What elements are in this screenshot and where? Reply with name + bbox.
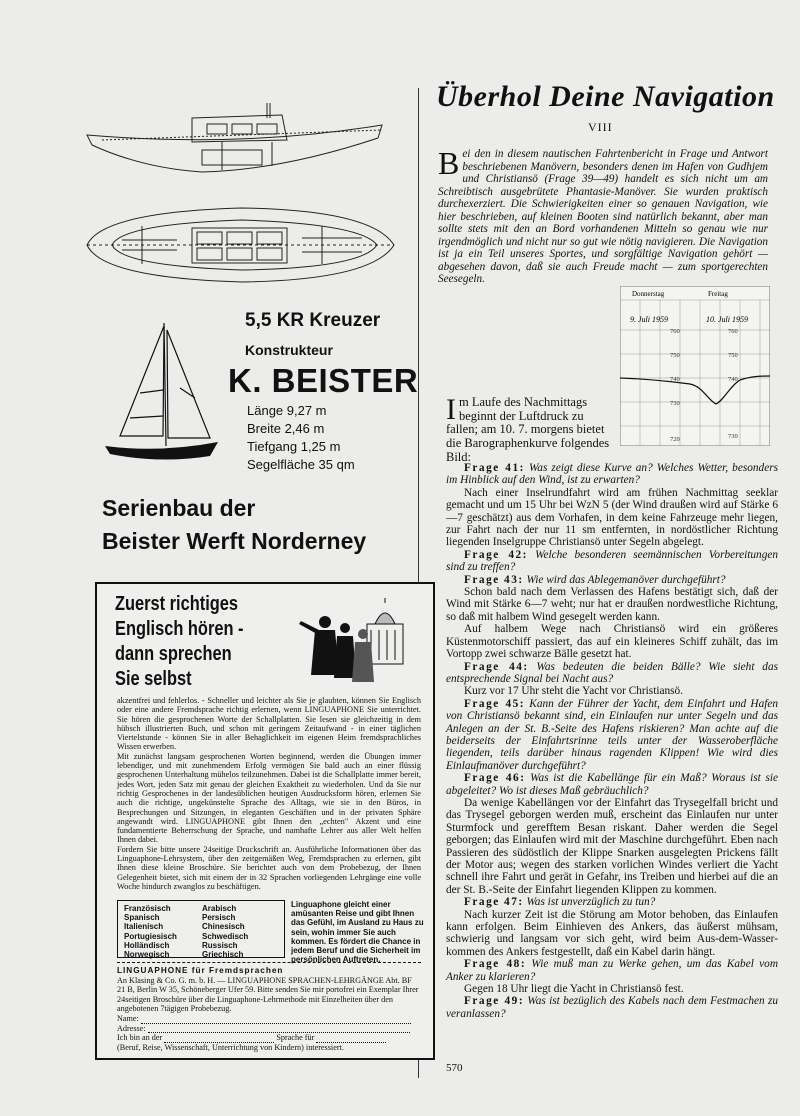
article-part-number: VIII [588,120,613,134]
languages-box [117,900,285,958]
question-answer-section [446,462,778,1020]
chart-tick: 730 [670,400,680,407]
question-text: Was ist unverzüglich zu tun? [526,896,656,909]
people-with-dome-illustration [297,594,422,689]
ad-headline-line: Sie selbst [115,668,192,690]
barograph-chart [620,286,770,446]
interest-label: Ich bin an der [117,1033,163,1043]
im-drop-cap: I [446,393,456,426]
ad-headline-line: Englisch hören - [115,618,244,640]
question-label: Frage 44: [464,660,529,673]
answer-paragraph: Da wenige Kabellängen vor der Einfahrt das Trysegelfall bricht und das Trysegel geborgen werden muß, erscheint das Einlaufen nur unter Sturmfock und gerefftem Besan riskant. Daher werden die Segel geborgen; das Einlaufen wird mit der Maschine durchgeführt. Eben nach Passieren des südöstlich der Klippe Snarken ausgelegten Prickens fällt der Motor aus; wegen des starken vorlichen Windes verliert die Yacht schnell ihre Fahrt und gerät in Gefahr, ins Treiben und hierbei auf die an der St. B.-Seite der Einfahrt liegenden Klippen zu kommen. [446,796,778,896]
language-field[interactable] [164,1042,274,1043]
question-text: Was zeigt diese Kurve an? Welches Wetter, besonders im Hinblick auf den Wind, ist zu erwarten? [446,462,778,487]
order-coupon[interactable] [117,962,421,1055]
boat-title: 5,5 KR Kreuzer [245,310,381,331]
coupon-interest-row [117,1033,421,1043]
address-label: Adresse: [117,1023,146,1033]
question [446,574,778,586]
language-item: Russisch [202,940,238,950]
answer-paragraph: Schon bald nach dem Verlassen des Hafens bestätigt sich, daß der Wind mit Stärke 6—7 weht; nur hat er draußen nordwestliche Richtung, so daß mit halbem Wind gesegelt werden kann. [446,586,778,623]
question [446,958,778,983]
language-item: Französisch [124,904,171,913]
barograph-intro [446,393,616,465]
question [446,661,778,686]
question-label: Frage 46: [464,772,526,785]
answer-paragraph: Gegen 18 Uhr liegt die Yacht in Christiansö fest. [464,983,684,996]
question-label: Frage 49: [464,995,525,1008]
coupon-address-row [117,1024,421,1034]
intro-text: ei den in diesem nautischen Fahrtenbericht in Frage und Antwort beschriebenen Manövern, besonders denen im Hafen von Gudhjem und Christiansö (Frage 39—49) handelt es sich nicht um am Schreibtisch ausgebrütete Phantasie-Manöver. Sie wurden praktisch durchexerziert. Die Schwierigkeiten einer so genauen Navigation, wie hier beschrieben, auf kleinen Booten sind natürlich bekannt, aber man sollte stets mit den an Bord vorhandenen Mitteln so genau wie nur irgendmöglich und nicht nur so gut wie nötig navigieren. Die Navigation ist ja ein Teil unseres Sportes, und sorgfältige Navigation gehört — abgesehen davon, daß sie auch Freude macht — zum sportgerechten Seesegeln. [438,148,768,285]
question [446,772,778,797]
chart-tick: 760 [728,328,738,335]
question-label: Frage 47: [464,896,524,909]
question-text: Wie muß man zu Werke gehen, um das Kabel vom Anker zu klarieren? [446,958,778,983]
chart-tick: 730 [728,433,738,440]
series-line-2: Beister Werft Norderney [102,528,367,554]
chart-tick: 760 [670,328,680,335]
question [446,995,778,1020]
purpose-label: (Beruf, Reise, Wissenschaft, Unterrichtung von Kindern) interessiert. [117,1042,344,1052]
language-item: Schwedisch [202,931,249,941]
ad-note: Linguaphone gleicht einer amüsanten Reise und gibt Ihnen das Gefühl, im Ausland zu Haus zu sein, wohin immer Sie auch kommen. Es fördert die Chance in jedem Beruf und die Sicherheit im persönlichen Auftreten. [291,900,424,965]
spec-length: Länge 9,27 m [247,403,327,418]
language-item: Holländisch [124,940,170,950]
spec-draft: Tiefgang 1,25 m [247,439,341,454]
question-text: Was ist die Kabellänge für ein Maß? Woraus ist sie abgeleitet? Wo ist dieses Maß gebräuchlich? [446,772,778,797]
boat-specs [247,402,355,474]
coupon-name-row [117,1014,421,1024]
name-label: Name: [117,1013,139,1023]
ad-paragraph: Fordern Sie bitte unsere 24seitige Druckschrift an. Ausführliche Informationen über das Linguaphone-Lehrsystem, über den zeitgemäßen Weg, Fremdsprachen zu erlernen, gibt Ihnen diese kleine Broschüre. Sie berichtet auch von dem Probebezug, der Ihnen Gelegenheit bietet, sich mit einem der in 32 Sprachen vorliegenden Lehrgänge eine volle Woche hindurch zwanglos zu beschäftigen. [117,844,421,891]
question-label: Frage 41: [464,462,525,474]
boat-designer-label: Konstrukteur [245,342,333,358]
answer-paragraph: Kurz vor 17 Uhr steht die Yacht vor Christiansö. [464,685,684,698]
series-headline [102,492,366,558]
language-item: Chinesisch [202,922,245,932]
article-title: Überhol Deine Navigation [436,80,775,113]
series-line-1: Serienbau der [102,495,256,521]
language-item: Arabisch [202,904,237,913]
question-text: Wie wird das Ablegemanöver durchgeführt? [526,573,726,586]
ad-paragraph: Mit zunächst langsam gesprochenen Worten beginnend, werden die Übungen immer lebendiger, und mit zunehmendem Erfolg vermögen Sie bald auch an einer flüssig gesprochenen Unterhaltung mühelos teilzunehmen. Dabei ist die Schallplatte immer bereit, jedes Wort, jeden Satz mit genau der gleichen Exaktheit zu wiederholen. Und da Sie nur richtig Gesprochenes in der landesüblichen heutigen Ausdrucksform hören, erlernen Sie auch die richtige, ungekünstelte Sprache des Alltags, wie sie in den Büros, in Besprechungen und Sitzungen, in eleganten Geschäften und in der privaten Sphäre angewandt wird. LINGUAPHONE gibt Ihnen den „echten" Akzent und eine fundamentierte Beherrschung der Sprache, und namhafte Lehrer aus aller Welt helfen Ihnen dabei. [117,751,421,845]
language-item: Italienisch [124,922,164,932]
question-label: Frage 45: [464,697,526,710]
question-label: Frage 42: [464,548,528,561]
language-item: Norwegisch [124,950,170,960]
question-text: Was bedeuten die beiden Bälle? Wie sieht das entsprechende Signal bei Nacht aus? [446,660,779,685]
linguaphone-advertisement [95,582,435,1060]
boat-designer-name: K. BEISTER [228,362,419,399]
question [446,549,778,574]
answer-paragraph: Nach einer Inselrundfahrt wird am frühen Nachmittag seeklar gemacht und um 15 Uhr bei WzN 5 (der Wind draußen wird auf Stärke 6—7 geschätzt) aus dem Vorhafen, in dem keine Fahrzeuge mehr liegen, zur Fahrt nach der nur 11 sm entfernten, in nordöstlicher Richtung liegenden Inselgruppe Christiansö unter Segeln abgelegt. [446,486,778,549]
sailboat-illustration [100,318,220,468]
chart-tick: 750 [670,352,680,359]
language-item: Griechisch [202,950,244,960]
chart-date1: 9. Juli 1959 [630,315,668,324]
question-label: Frage 43: [464,573,524,586]
language-item: Spanisch [124,913,160,923]
answer-paragraph: Nach kurzer Zeit ist die Störung am Motor behoben, das Einlaufen kann erfolgen. Beim Einhieven des Ankers, das äußerst mühsam, schwierig und langsam vor sich geht, wird beim Aus-dem-Wasser-kommen des Ankers festgestellt, daß ein Kabel darin hängt. [446,908,778,958]
spec-beam: Breite 2,46 m [247,421,325,436]
spec-sail-area: Segelfläche 35 qm [247,457,355,472]
intro-drop-cap: B [438,145,460,181]
chart-tick: 740 [670,376,680,383]
chart-date2: 10. Juli 1959 [706,315,748,324]
question-text: Was ist bezüglich des Kabels nach dem Festmachen zu veranlassen? [446,995,779,1020]
chart-day2: Freitag [708,290,728,298]
chart-day1: Donnerstag [632,290,665,298]
ad-headline-line: Zuerst richtiges [115,593,239,615]
question [446,698,778,772]
languages-col-2 [202,904,248,959]
answer-paragraph: Auf halbem Wege nach Christiansö wird ein größeres Küstenmotorschiff passiert, das auf ein kleineres Schiff zuhält, das im Vortopp zwei schwarze Bälle gesetzt hat. [446,623,778,661]
ad-body [117,696,421,891]
yacht-plan-drawing [82,100,402,300]
chart-tick: 740 [728,376,738,383]
ad-headline-line: dann sprechen [115,643,232,665]
question [446,462,778,487]
language-label: Sprache für [276,1033,315,1043]
coupon-text: An Klasing & Co. G. m. b. H. — LINGUAPHONE SPRACHEN-LEHRGÄNGE Abt. BF 21 B, Berlin W 35, Schöneberger Ufer 59. Bitte senden Sie mir portofrei ein Exemplar Ihrer 24seitigen Broschüre über die Linguaphone-Lehrmethode mit Einzelheiten über den angebotenen 7tägigen Probebezug. [117,975,419,1014]
coupon-heading: LINGUAPHONE für Fremdsprachen [117,966,284,975]
ad-headline [115,592,243,692]
page-number: 570 [446,1062,463,1074]
chart-tick: 720 [670,436,680,443]
languages-col-1 [124,904,177,959]
ad-paragraph: akzentfrei und fehlerlos. - Schneller und leichter als Sie je glaubten, können Sie Englisch oder eine andere Fremdsprache richtig erlernen, wenn LINGUAPHONE Sie unterrichtet. Sie hören die gesprochenen Worte der Schallplatten. Sie lesen sie gleichzeitig in dem hübsch illustrierten Buch, und schon mit geringem Zeitaufwand - in einer täglichen Viertelstunde - können Sie in aller Behaglichkeit im eigenen Heim fremdsprachliches Wissen erwerben. [117,696,421,752]
question [446,896,778,908]
article-intro [438,145,768,286]
im-text: m Laufe des Nachmittags beginnt der Luftdruck zu fallen; am 10. 7. morgens bietet die Barographenkurve folgendes Bild: [446,395,610,464]
language-item: Persisch [202,913,236,923]
question-text: Kann der Führer der Yacht, dem Einfahrt und Hafen von Christiansö bekannt sind, ein Einlaufen nur unter Segeln und das Anlegen an der St. B.-Seite des Hafens riskieren? Man achte auf die beiderseits der Einfahrtsrinne teils unter der Wasseroberfläche liegenden, teils darüber hinaus ragenden Klippen! Wie wird dies Einlaufmanöver durchgeführt? [446,697,779,772]
question-label: Frage 48: [464,958,527,971]
chart-tick: 750 [728,352,738,359]
question-text: Welche besonderen seemännischen Vorbereitungen sind zu treffen? [446,548,779,574]
language-item: Portugiesisch [124,931,177,941]
purpose-field[interactable] [316,1042,386,1043]
